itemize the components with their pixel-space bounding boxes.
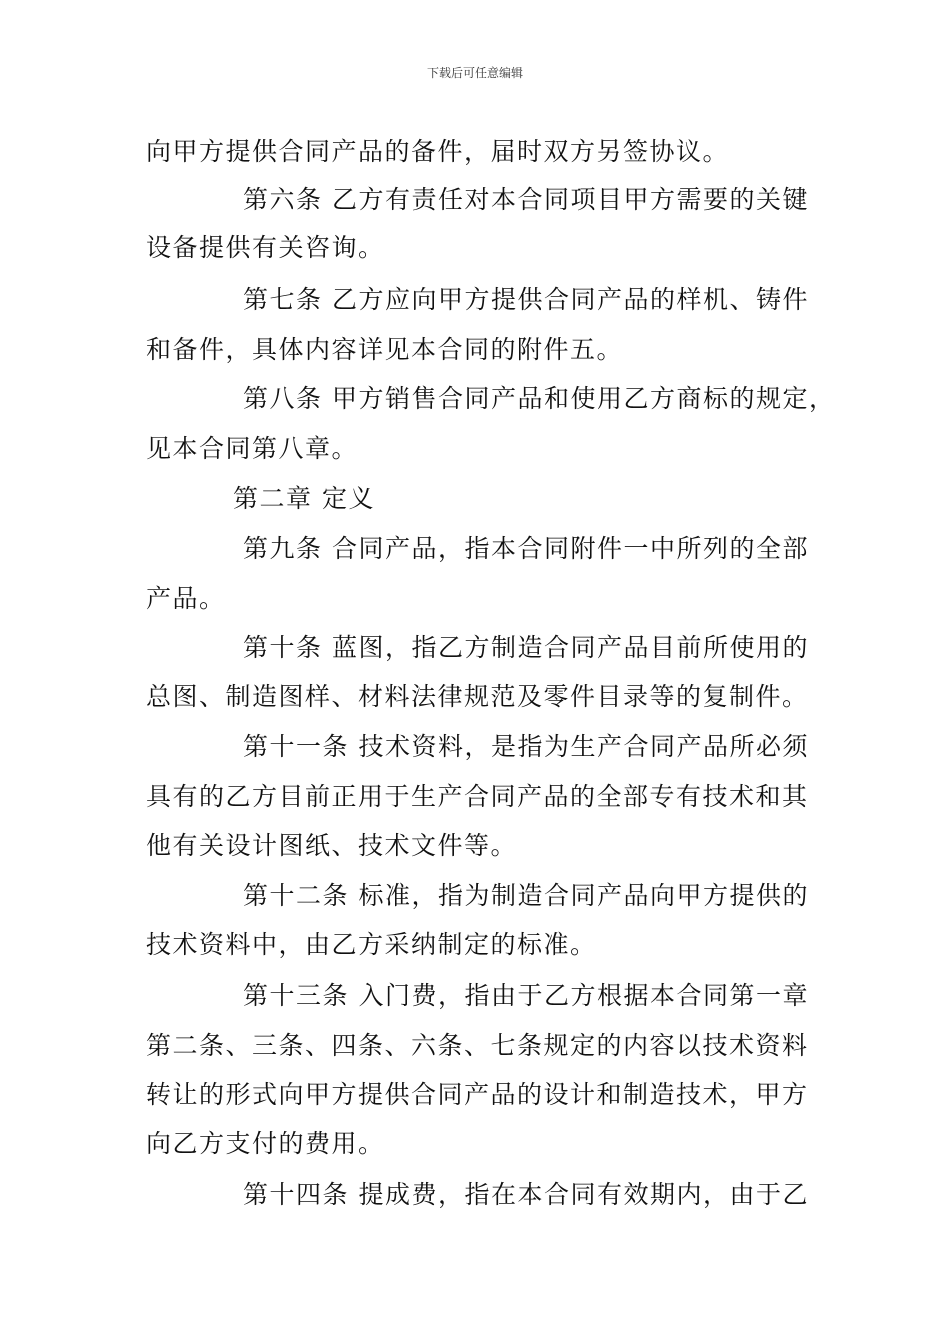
article-6-line: 第六条 乙方有责任对本合同项目甲方需要的关键 [243, 185, 809, 214]
article-13-line: 第十三条 入门费，指由于乙方根据本合同第一章 [243, 981, 809, 1010]
text-line: 向乙方支付的费用。 [146, 1129, 385, 1158]
text-line: 产品。 [146, 584, 226, 613]
text-line: 总图、制造图样、材料法律规范及零件目录等的复制件。 [146, 682, 809, 711]
text-line: 技术资料中，由乙方采纳制定的标准。 [146, 930, 597, 959]
text-line: 第二条、三条、四条、六条、七条规定的内容以技术资料 [146, 1031, 809, 1060]
text-line: 他有关设计图纸、技术文件等。 [146, 831, 518, 860]
text-line: 具有的乙方目前正用于生产合同产品的全部专有技术和其 [146, 782, 809, 811]
article-14-line: 第十四条 提成费，指在本合同有效期内，由于乙 [243, 1180, 809, 1209]
article-12-line: 第十二条 标准，指为制造合同产品向甲方提供的 [243, 881, 809, 910]
article-9-line: 第九条 合同产品，指本合同附件一中所列的全部 [243, 534, 809, 563]
chapter-heading: 第二章 定义 [233, 484, 375, 513]
article-7-line: 第七条 乙方应向甲方提供合同产品的样机、铸件 [243, 285, 809, 314]
text-line: 和备件，具体内容详见本合同的附件五。 [146, 335, 624, 364]
article-8-line: 第八条 甲方销售合同产品和使用乙方商标的规定， [243, 384, 836, 413]
text-line: 见本合同第八章。 [146, 434, 359, 463]
article-10-line: 第十条 蓝图，指乙方制造合同产品目前所使用的 [243, 633, 809, 662]
text-line: 设备提供有关咨询。 [146, 233, 385, 262]
page-header: 下载后可任意编辑 [426, 66, 523, 80]
text-line: 转让的形式向甲方提供合同产品的设计和制造技术，甲方 [146, 1080, 809, 1109]
text-line: 向甲方提供合同产品的备件，届时双方另签协议。 [146, 137, 730, 166]
article-11-line: 第十一条 技术资料，是指为生产合同产品所必须 [243, 732, 809, 761]
